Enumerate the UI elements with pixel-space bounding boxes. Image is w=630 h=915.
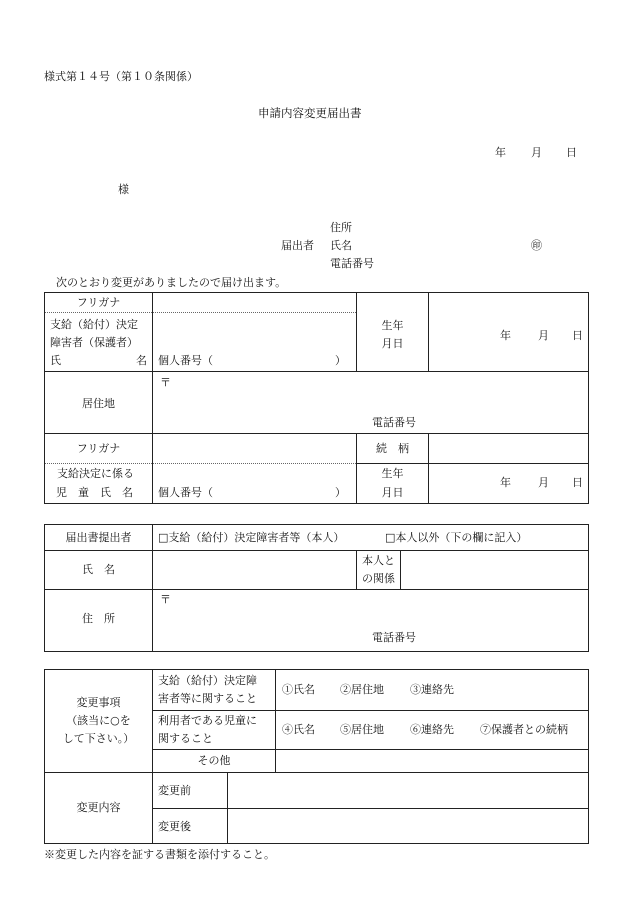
residence-phone-label: 電話番号	[372, 416, 416, 429]
relation-label: 続 柄	[376, 442, 409, 455]
child-kojin-bango-label: 個人番号（	[158, 486, 213, 499]
recipient-label-line2: 障害者（保護者）	[50, 336, 138, 349]
option-5-residence[interactable]: ⑤居住地	[340, 723, 384, 736]
submitter-type-label: 届出書提出者	[65, 531, 132, 544]
kojin-bango-label: 個人番号（	[158, 354, 213, 367]
option-other-checkbox[interactable]: □本人以外（下の欄に記入）	[385, 531, 528, 544]
notice-text: 次のとおり変更がありましたので届け出ます。	[56, 276, 287, 289]
option-2-residence[interactable]: ②居住地	[340, 683, 384, 696]
change-content-label: 変更内容	[76, 801, 121, 814]
submitter-phone-label: 電話番号	[330, 257, 374, 270]
furigana-child-label: フリガナ	[76, 442, 121, 455]
birth-year: 年	[500, 329, 511, 342]
birth-label-2: 月日	[381, 337, 404, 350]
footer-note: ※変更した内容を証する書類を添付すること。	[44, 848, 275, 861]
postal-mark: 〒	[160, 376, 171, 389]
option-7-relation[interactable]: ⑦保護者との続柄	[480, 723, 568, 736]
date-year-label: 年	[495, 146, 506, 159]
category1-label-1: 支給（給付）決定障	[158, 674, 257, 687]
submitter-address-label: 住 所	[82, 612, 115, 625]
recipient-label-shi: 氏	[50, 354, 61, 367]
birth-day: 日	[572, 329, 583, 342]
child-birth-month: 月	[538, 476, 549, 489]
submitter-label: 届出者	[281, 239, 314, 252]
date-day-label: 日	[566, 146, 577, 159]
recipient-label-line1: 支給（給付）決定	[50, 318, 138, 331]
category1-label-2: 害者等に関すること	[158, 692, 257, 705]
change-item-label-2: （該当に○を	[66, 714, 131, 727]
submitter-phone-label: 電話番号	[372, 631, 416, 644]
birth-month: 月	[538, 329, 549, 342]
child-label-line1: 支給決定に係る	[57, 467, 134, 480]
relation-label-2: の関係	[362, 572, 395, 585]
submitter-postal-mark: 〒	[160, 593, 171, 606]
date-month-label: 月	[531, 146, 542, 159]
child-label-line2: 児 童 氏 名	[56, 486, 133, 499]
submitter-address-label: 住所	[330, 221, 352, 234]
seal-mark: ㊞	[531, 239, 542, 252]
residence-label: 居住地	[82, 397, 115, 410]
change-item-label-3: して下さい。）	[62, 732, 135, 745]
form-number: 様式第１４号（第１０条関係）	[44, 70, 198, 83]
submitter-name-label: 氏名	[330, 239, 352, 252]
option-self-checkbox[interactable]: □支給（給付）決定障害者等（本人）	[158, 531, 345, 544]
option-3-contact[interactable]: ③連絡先	[410, 683, 454, 696]
change-item-label-1: 変更事項	[76, 696, 121, 709]
submitter-name-label: 氏 名	[82, 563, 115, 576]
child-birth-year: 年	[500, 476, 511, 489]
category2-label-2: 関すること	[158, 732, 213, 745]
child-kojin-bango-close: ）	[335, 486, 346, 499]
before-label: 変更前	[158, 784, 191, 797]
addressee-sama: 様	[118, 183, 129, 196]
child-birth-label-1: 生年	[381, 467, 404, 480]
option-1-name[interactable]: ①氏名	[282, 683, 315, 696]
page-title: 申請内容変更届出書	[258, 106, 362, 120]
change-table	[44, 669, 589, 844]
option-6-contact[interactable]: ⑥連絡先	[410, 723, 454, 736]
option-4-name[interactable]: ④氏名	[282, 723, 315, 736]
birth-label-1: 生年	[381, 319, 404, 332]
after-label: 変更後	[158, 820, 191, 833]
child-birth-day: 日	[572, 476, 583, 489]
furigana-label: フリガナ	[76, 296, 121, 309]
child-birth-label-2: 月日	[381, 486, 404, 499]
kojin-bango-close: ）	[335, 354, 346, 367]
recipient-label-mei: 名	[136, 354, 147, 367]
category2-label-1: 利用者である児童に	[158, 714, 257, 727]
relation-label-1: 本人と	[362, 554, 395, 567]
other-label: その他	[197, 754, 231, 767]
